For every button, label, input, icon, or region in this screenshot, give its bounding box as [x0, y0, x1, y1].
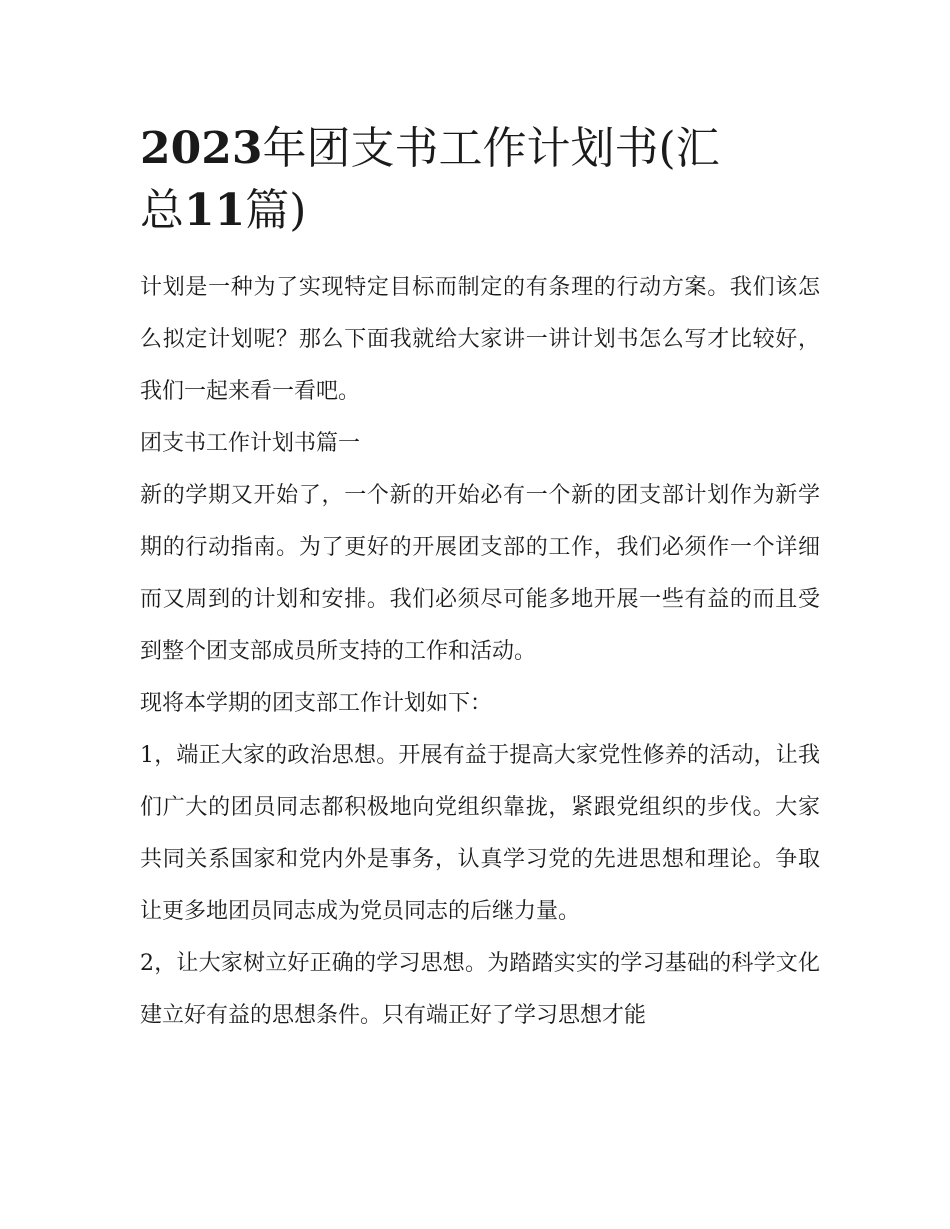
body-paragraph: 现将本学期的团支部工作计划如下： — [140, 691, 493, 716]
document-body — [140, 262, 820, 1042]
intro-paragraph: 计划是一种为了实现特定目标而制定的有条理的行动方案。我们该怎么拟定计划呢？那么下面我就给大家讲一讲计划书怎么写才比较好，我们一起来看一看吧。 — [140, 275, 820, 404]
title-line-2: 总11篇) — [140, 185, 307, 236]
title-line-1: 2023年团支书工作计划书(汇 — [140, 123, 720, 174]
document-title — [140, 118, 820, 242]
list-item-2: 2，让大家树立好正确的学习思想。为踏踏实实的学习基础的科学文化建立好有益的思想条件。只有端正好了学习思想才能 — [140, 951, 820, 1028]
section-heading: 团支书工作计划书篇一 — [140, 431, 361, 456]
list-item-1: 1，端正大家的政治思想。开展有益于提高大家党性修养的活动，让我们广大的团员同志都积极地向党组织靠拢，紧跟党组织的步伐。大家共同关系国家和党内外是事务，认真学习党的先进思想和理论。争取让更多地团员同志成为党员同志的后继力量。 — [140, 743, 820, 924]
document-page — [140, 118, 820, 1042]
body-paragraph: 新的学期又开始了，一个新的开始必有一个新的团支部计划作为新学期的行动指南。为了更好的开展团支部的工作，我们必须作一个详细而又周到的计划和安排。我们必须尽可能多地开展一些有益的而且受到整个团支部成员所支持的工作和活动。 — [140, 483, 820, 664]
